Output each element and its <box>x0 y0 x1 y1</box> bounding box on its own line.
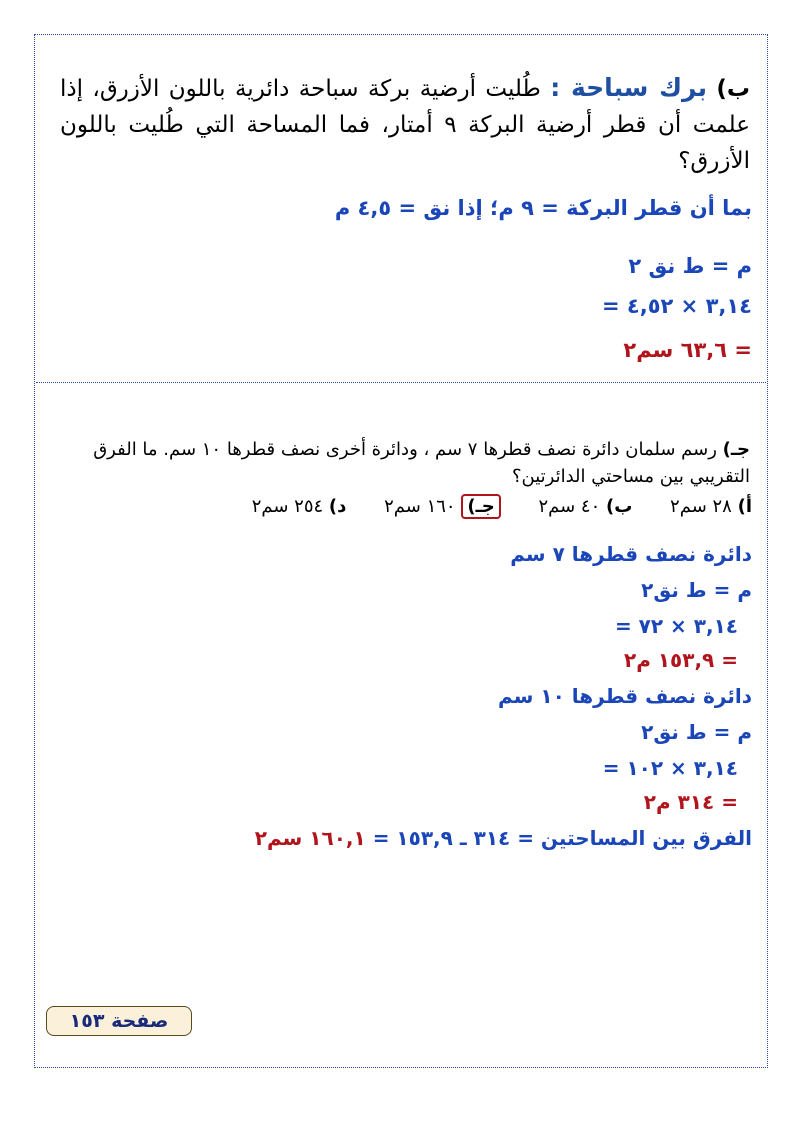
circle1-formula: م = ط نق٢ <box>641 578 752 602</box>
solution-b-result: ٦٣,٦ سم٢ <box>623 338 728 362</box>
circle2-formula: م = ط نق٢ <box>641 720 752 744</box>
section-divider <box>36 382 766 383</box>
solution-b-line2: م = ط نق ٢ <box>628 254 752 278</box>
difference-value: ١٦٠,١ سم٢ <box>254 826 366 850</box>
choice-c-correct: جـ) ١٦٠ سم٢ <box>368 496 501 517</box>
choice-d: د) ٢٥٤ سم٢ <box>251 496 347 517</box>
difference-line <box>255 826 752 850</box>
question-c-label: جـ) <box>722 439 750 460</box>
question-c-text: رسم سلمان دائرة نصف قطرها ٧ سم ، ودائرة أخرى نصف قطرها ١٠ سم. ما الفرق التقريبي بين مساحتي الدائرتين؟ <box>93 439 750 487</box>
solution-b-line1: بما أن قطر البركة = ٩ م؛ إذا نق = ٤,٥ م <box>334 196 752 220</box>
question-b <box>60 70 750 179</box>
circle1-title: دائرة نصف قطرها ٧ سم <box>510 542 752 566</box>
question-b-topic: برك سباحة : <box>550 73 707 102</box>
circle2-result: ٣١٤ م٢ <box>643 790 715 814</box>
question-c <box>70 436 750 490</box>
page-number: صفحة ١٥٣ <box>46 1006 192 1036</box>
choice-b: ب) ٤٠ سم٢ <box>538 496 633 517</box>
circle1-result: ١٥٣,٩ م٢ <box>623 648 715 672</box>
circle1-result-line: = ١٥٣,٩ م٢ <box>623 648 738 672</box>
circle2-substitution: = ٣,١٤ × ١٠٢ <box>602 756 738 780</box>
choice-a: أ) ٢٨ سم٢ <box>670 496 752 517</box>
circle2-title: دائرة نصف قطرها ١٠ سم <box>498 684 752 708</box>
correct-answer-box: جـ) <box>461 494 500 519</box>
question-c-choices <box>220 496 752 517</box>
question-b-text: طُليت أرضية بركة سباحة دائرية باللون الأزرق، إذا علمت أن قطر أرضية البركة ٩ أمتار، فما المساحة التي طُليت باللون الأزرق؟ <box>60 76 750 174</box>
solution-b-line4 <box>623 338 752 362</box>
question-b-label: ب) <box>716 76 751 102</box>
difference-text: الفرق بين المساحتين = ٣١٤ ـ ١٥٣,٩ = <box>372 826 752 850</box>
circle1-substitution: = ٣,١٤ × ٧٢ <box>614 614 738 638</box>
circle2-result-line: = ٣١٤ م٢ <box>643 790 738 814</box>
solution-b-eq: = <box>734 338 752 362</box>
solution-b-line3: = ٣,١٤ × ٤,٥٢ <box>601 294 752 318</box>
